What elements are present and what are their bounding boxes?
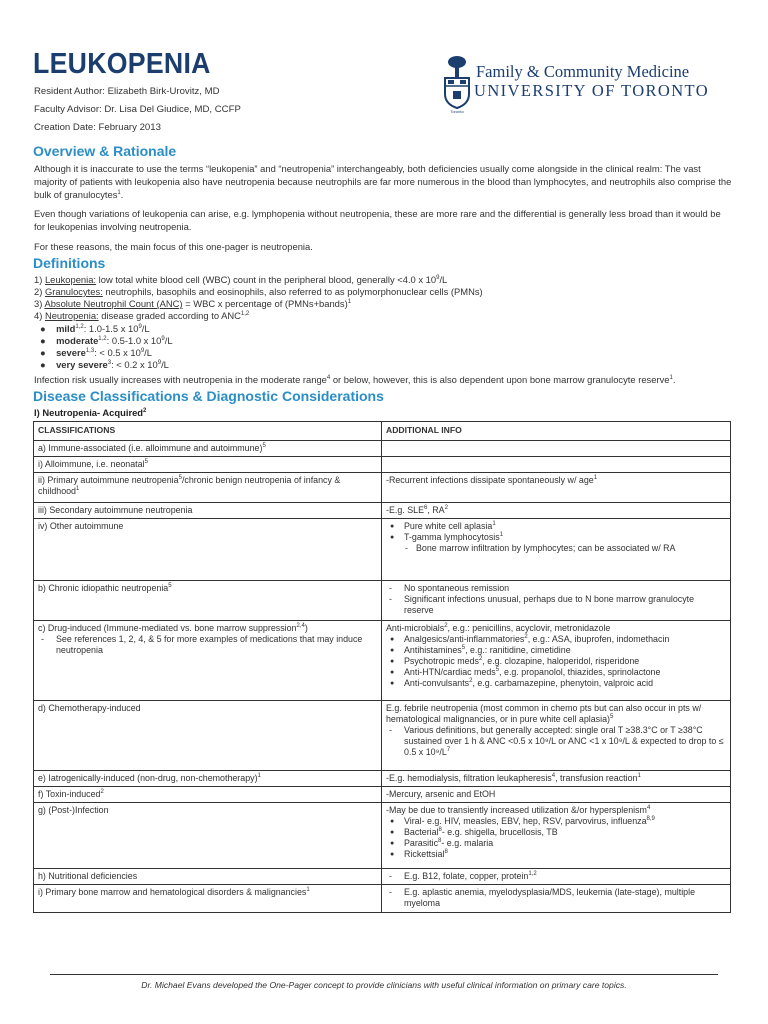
table-row: f) Toxin-induced$^2$ -Mercury, arsenic and EtOH bbox=[34, 787, 731, 803]
grade-moderate: ● moderate$^{1,2}$: 0.5-1.0 x $10^9/L$ bbox=[40, 335, 173, 346]
table-row: e) Iatrogenically-induced (non-drug, non-chemotherapy)$^1$ -E.g. hemodialysis, filtration leukapheresis$^4$, transfusion reaction$^1$ bbox=[34, 771, 731, 787]
classification-table bbox=[33, 421, 731, 913]
table-row: d) Chemotherapy-induced E.g. febrile neutropenia (most common in chemo pts but can also occur in pts w/ hematological malignancies, or in pure white cell aplasia)$^5$ - Various definitions, but generally accepted: single oral T ≥38.3°C or T ≥38°C sustained over 1 h & ANC <0.5 x 10⁹/L or ANC <1 x 10⁹/L & expected to drop to ≤ 0.5 x $10^9/L^7$ bbox=[34, 701, 731, 771]
table-row: a) Immune-associated (i.e. alloimmune and autoimmune)$^5$ bbox=[34, 441, 731, 457]
grade-list bbox=[40, 323, 173, 371]
footer-divider bbox=[50, 974, 718, 975]
disease-heading: Disease Classifications & Diagnostic Considerations bbox=[33, 388, 384, 404]
col-classifications: CLASSIFICATIONS bbox=[34, 422, 382, 441]
footer-note: Dr. Michael Evans developed the One-Pager concept to provide clinicians with useful clinical information on primary care topics. bbox=[141, 980, 627, 990]
overview-paragraph-3: For these reasons, the main focus of this one-pager is neutropenia. bbox=[34, 241, 313, 252]
definition-anc: 3) Absolute Neutrophil Count (ANC) = WBC x percentage of (PMNs+bands)$^1$ bbox=[34, 298, 352, 309]
grade-very-severe: ● very severe$^3$: < 0.2 x $10^9/L$ bbox=[40, 359, 169, 370]
definitions-heading: Definitions bbox=[33, 255, 106, 271]
author-line: Resident Author: Elizabeth Birk-Urovitz, MD bbox=[34, 86, 220, 97]
logo-line-2: UNIVERSITY OF TORONTO bbox=[474, 81, 710, 100]
definition-granulocytes: 2) Granulocytes: neutrophils, basophils and eosinophils, also referred to as polymorphonuclear cells (PMNs) bbox=[34, 286, 483, 297]
acquired-subheading: I) Neutropenia- Acquired$^2$ bbox=[34, 407, 147, 418]
infection-risk-note: Infection risk usually increases with neutropenia in the moderate range$^4$ or below, however, this is also dependent upon bone marrow granulocyte reserve$^1$. bbox=[34, 374, 676, 385]
date-line: Creation Date: February 2013 bbox=[34, 122, 161, 133]
definition-leukopenia: 1) Leukopenia: low total white blood cell (WBC) count in the peripheral blood, generally <4.0 x $10^9/L$ bbox=[34, 274, 448, 285]
table-row: h) Nutritional deficiencies - E.g. B12, folate, copper, protein$^{1,2}$ bbox=[34, 869, 731, 885]
table-row: iv) Other autoimmune ● Pure white cell aplasia$^1$ ● T-gamma lymphocytosis$^1$ - Bone marrow infiltration by lymphocytes; can be associated w/ RA bbox=[34, 519, 731, 581]
table-row: ii) Primary autoimmune neutropenia$^5$/chronic benign neutropenia of infancy & childhood$^1$ -Recurrent infections dissipate spontaneously w/ age$^1$ bbox=[34, 473, 731, 503]
crest-icon bbox=[442, 54, 472, 114]
col-additional-info: ADDITIONAL INFO bbox=[382, 422, 731, 441]
crest-label: Toronto bbox=[450, 109, 464, 114]
table-row: i) Primary bone marrow and hematological disorders & malignancies$^1$ - E.g. aplastic anemia, myelodysplasia/MDS, leukemia (late-stage), multiple myeloma bbox=[34, 885, 731, 913]
table-row: b) Chronic idiopathic neutropenia$^5$ - No spontaneous remission - Significant infections unusual, perhaps due to N bone marrow granulocyte reserve bbox=[34, 581, 731, 621]
definition-neutropenia: 4) Neutropenia: disease graded according to ANC$^{1,2}$ bbox=[34, 310, 250, 321]
table-row: iii) Secondary autoimmune neutropenia -E.g. SLE$^6$, $RA^2$ bbox=[34, 503, 731, 519]
overview-heading: Overview & Rationale bbox=[33, 143, 177, 159]
grade-severe: ● severe$^{1,3}$: < 0.5 x $10^9/L$ bbox=[40, 347, 152, 358]
university-logo bbox=[442, 54, 732, 114]
table-row: g) (Post-)Infection -May be due to transiently increased utilization &/or hypersplenism$^4$ ● Viral- e.g. HIV, measles, EBV, hep, RSV, parvovirus, influenza$^{8,9}$ ● Bacterial$^8$- e.g. shigella, brucellosis, TB ● Parasitic$^8$- e.g. malaria ● Rickettsial$^8$ bbox=[34, 803, 731, 869]
overview-paragraph-1: Although it is inaccurate to use the terms “leukopenia” and “neutropenia” interchangeably, both deficiencies usually come alongside in the clinical realm: The vast majority of patients with leukopenia also have neutropenia because neutrophils are far more numerous in the blood than lymphocytes, and neutrophils also comprise the bulk of granulocytes$^1$. bbox=[34, 163, 732, 200]
table-row: c) Drug-induced (Immune-mediated vs. bone marrow suppression$^{2,4}$) - See references 1, 2, 4, & 5 for more examples of medications that may induce neutropenia Anti-microbials$^2$, e.g.: penicillins, acyclovir, metronidazole ● Analgesics/anti-inflammatories$^2$, e.g.: ASA, ibuprofen, indomethacin ● Antihistamines$^5$, e.g.: ranitidine, cimetidine ● Psychotropic meds$^2$, e.g. clozapine, haloperidol, risperidone ● Anti-HTN/cardiac meds$^5$, e.g. propanolol, thiazides, sprinolactone ● Anti-convulsants$^2$, e.g. carbamazepine, phenytoin, valproic acid bbox=[34, 621, 731, 701]
grade-mild: ● mild$^{1,2}$: 1.0-1.5 x $10^9/L$ bbox=[40, 323, 150, 334]
advisor-line: Faculty Advisor: Dr. Lisa Del Giudice, MD, CCFP bbox=[34, 104, 241, 115]
logo-line-1: Family & Community Medicine bbox=[476, 62, 690, 81]
overview-paragraph-2: Even though variations of leukopenia can arise, e.g. lymphopenia without neutropenia, these are more rare and the differential is generally less broad than it would be for leukopenias involving neutropenia. bbox=[34, 208, 721, 232]
page-title: LEUKOPENIA bbox=[33, 48, 211, 80]
table-header bbox=[34, 422, 731, 441]
table-row: i) Alloimmune, i.e. neonatal$^5$ bbox=[34, 457, 731, 473]
